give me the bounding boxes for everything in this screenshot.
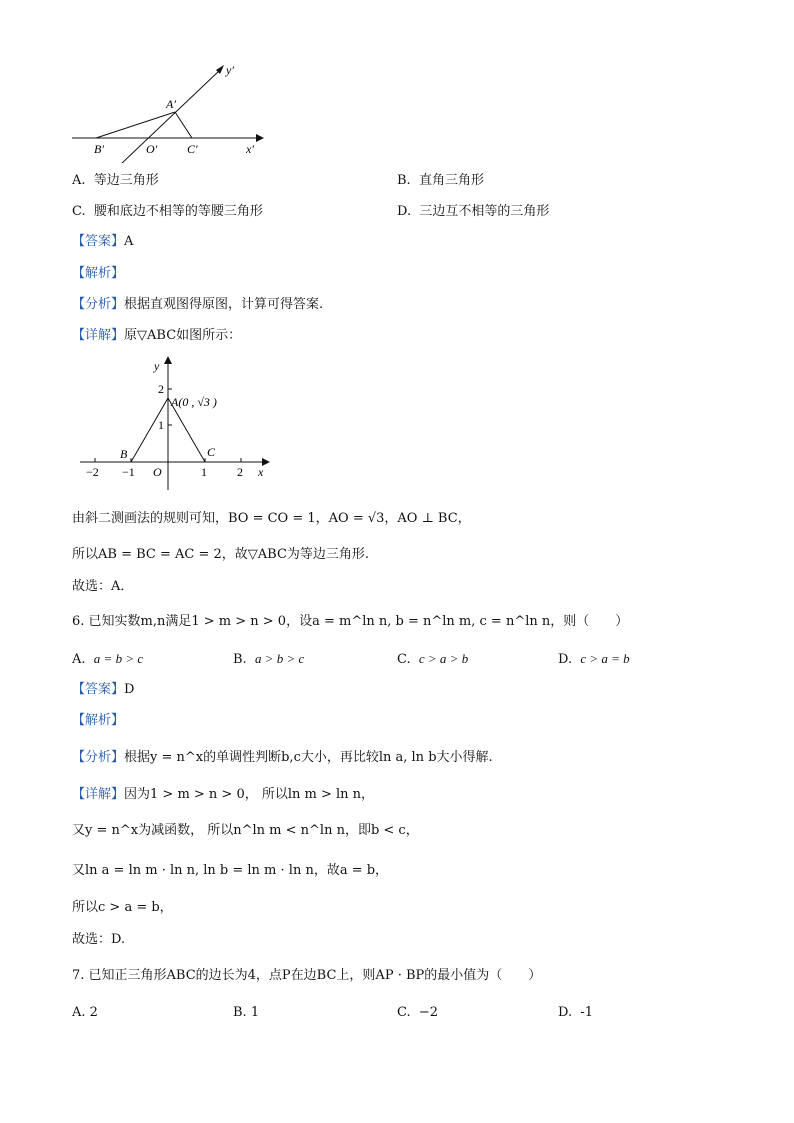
q5-analysis-heading [72,265,124,283]
q6-xiangjie [72,786,374,804]
xiangjie-tag: 【详解】 [72,787,125,802]
q6-option-c[interactable] [397,650,468,669]
q5-option-c-text: 腰和底边不相等的等腰三角形 [93,204,263,219]
tick-label-y-2: 2 [158,382,164,396]
answer-tag: 【答案】 [72,234,125,249]
q7-option-a-letter: A. [72,1005,86,1020]
side-a-c [175,112,192,138]
fenxi-text: 根据y = n^x的单调性判断b,c大小，再比较ln a, ln b大小得解. [124,750,493,765]
label-c-prime: C′ [187,142,198,156]
q6-answer [72,681,134,699]
xiangjie-text: 原▽ABC如图所示： [124,328,242,343]
q7-option-d[interactable] [558,1004,593,1022]
q5-option-b-letter: B. [397,173,411,188]
tick-label-x-n1: −1 [122,465,135,479]
tick-label-y-1: 1 [158,418,164,432]
q7-option-a-text: 2 [89,1005,98,1020]
q6-option-d-letter: D. [558,652,573,667]
tick-label-x-n2: −2 [86,465,99,479]
label-y-prime: y′ [226,63,234,77]
label-point-a: A(0 , √3 ) [171,395,217,409]
q6-option-c-letter: C. [397,652,411,667]
analysis-tag: 【解析】 [72,713,125,728]
q6-option-a[interactable] [72,650,143,669]
answer-value: D [124,682,135,697]
q6-fenxi [72,749,493,767]
q6-option-c-text: c > a > b [418,651,469,666]
side-b-a [96,112,175,138]
q6-solution-line-1: 又y = n^x为减函数， 所以n^ln m < n^ln n，即b < c， [72,823,419,838]
q7-option-d-letter: D. [558,1005,573,1020]
q5-option-c[interactable] [72,203,263,221]
xiangjie-text: 因为1 > m > n > 0， 所以ln m > ln n， [124,787,375,802]
q7-option-d-text: -1 [580,1005,594,1020]
q5-option-b[interactable] [397,172,484,190]
q6-option-b[interactable] [233,650,304,669]
tick-label-x-p1: 1 [201,465,207,479]
q7-option-c-letter: C. [397,1005,411,1020]
x-prime-arrowhead [256,134,264,142]
label-a-prime: A′ [166,97,176,111]
q6-solution-line-2: 又ln a = ln m · ln n, ln b = ln m · ln n，故a = b， [72,863,389,878]
label-x: x [258,465,264,479]
q5-option-a-text: 等边三角形 [93,173,159,188]
q6-solution-line-4: 故选：D. [72,932,126,947]
q7-option-b[interactable] [233,1004,259,1022]
original-triangle-figure [76,352,276,494]
q5-option-c-letter: C. [72,204,86,219]
answer-value: A [124,234,134,249]
q5-solution-line-2: 所以AB = BC = AC = 2，故▽ABC为等边三角形. [72,547,370,562]
q6-solution-line-3: 所以c > a = b， [72,900,173,915]
q5-option-d-text: 三边互不相等的三角形 [419,204,550,219]
y-prime-axis [120,70,220,163]
q5-answer [72,233,133,251]
q5-solution-line-3: 故选：A． [72,579,134,594]
q7-stem: 7. 已知正三角形ABC的边长为4，点P在边BC上，则AP · BP的最小值为（ ） [72,968,542,983]
q5-xiangjie [72,327,241,345]
fenxi-tag: 【分析】 [72,297,125,312]
q5-option-d[interactable] [397,203,549,221]
q6-option-a-text: a = b > c [93,651,144,666]
q6-option-a-letter: A. [72,652,86,667]
fenxi-text: 根据直观图得原图，计算可得答案. [124,297,324,312]
q5-fenxi [72,296,323,314]
label-point-c: C [207,445,216,459]
label-point-b: B [120,447,128,461]
tick-label-x-p2: 2 [237,465,243,479]
q7-option-b-letter: B. [233,1005,247,1020]
q6-option-d-text: c > a = b [580,651,630,666]
label-b-prime: B′ [94,142,104,156]
answer-tag: 【答案】 [72,682,125,697]
label-y: y [154,359,160,373]
q5-option-a[interactable] [72,172,159,190]
q5-option-d-letter: D. [397,204,412,219]
oblique-figure [66,58,276,163]
analysis-tag: 【解析】 [72,266,125,281]
q7-option-b-text: 1 [250,1005,260,1020]
q7-option-c[interactable] [397,1004,438,1022]
q6-option-b-text: a > b > c [254,651,305,666]
q7-option-a[interactable] [72,1004,98,1022]
q6-option-b-letter: B. [233,652,247,667]
label-o-prime: O′ [146,142,158,156]
label-origin: O [153,465,162,479]
y-arrowhead [164,356,172,364]
q6-stem: 6. 已知实数m,n满足1 > m > n > 0，设a = m^ln n, b = n^ln m, c = n^ln n，则（ ） [72,614,629,629]
q6-analysis-heading [72,712,124,730]
q5-option-b-text: 直角三角形 [418,173,484,188]
q7-option-c-text: −2 [418,1005,439,1020]
q5-option-a-letter: A. [72,173,86,188]
fenxi-tag: 【分析】 [72,750,125,765]
label-x-prime: x′ [246,142,254,156]
q5-solution-line-1: 由斜二测画法的规则可知，BO = CO = 1，AO = √3，AO ⊥ BC， [72,511,471,526]
xiangjie-tag: 【详解】 [72,328,125,343]
q6-option-d[interactable] [558,650,630,669]
